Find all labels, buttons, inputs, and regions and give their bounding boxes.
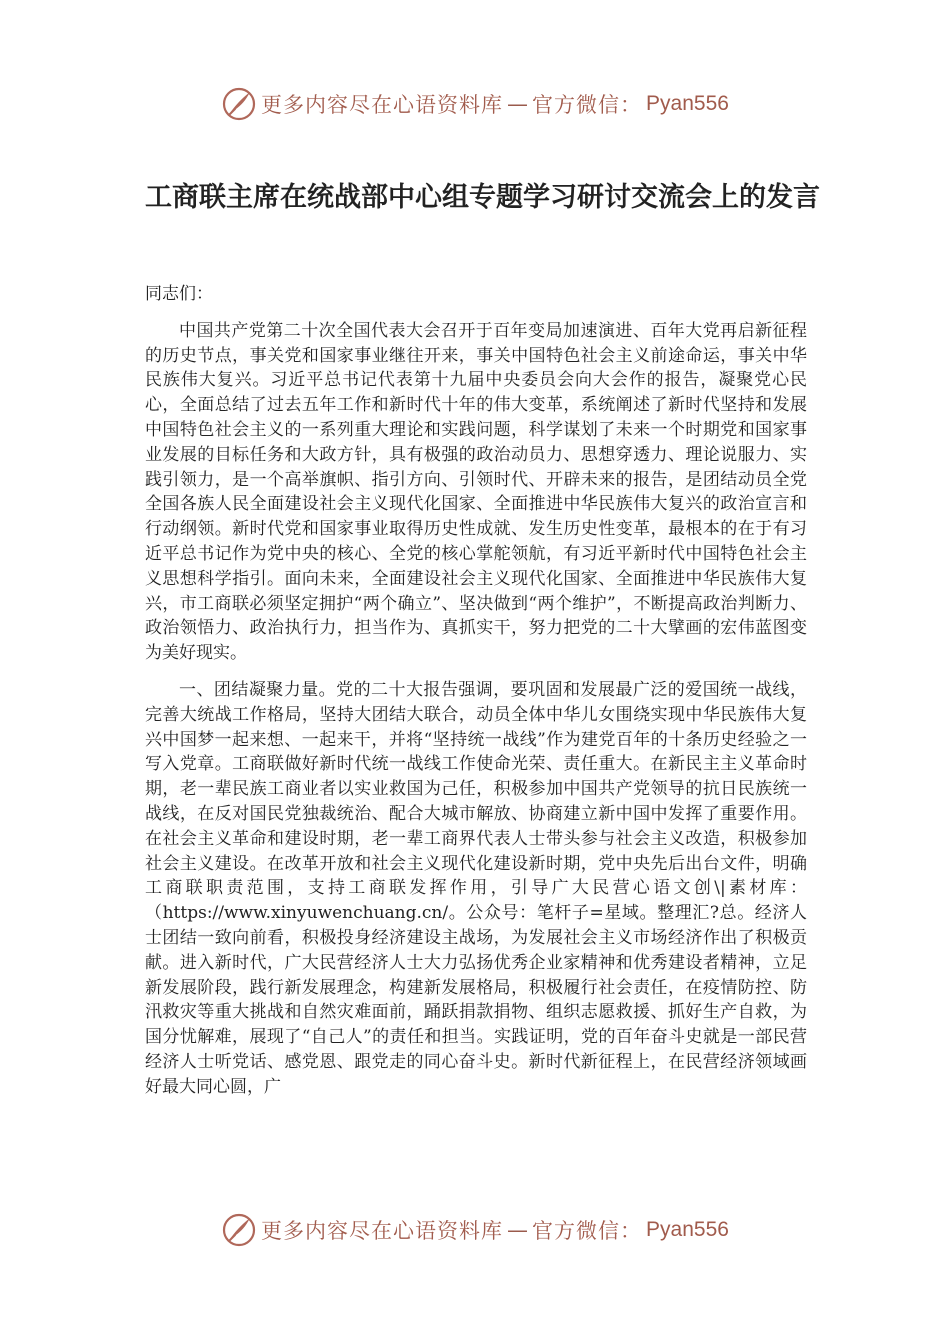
banner-brand-text: 更多内容尽在心语资料库 <box>261 93 504 117</box>
salutation: 同志们： <box>145 284 213 304</box>
document-title: 工商联主席在统战部中心组专题学习研讨交流会上的发言 <box>145 182 820 213</box>
footer-watermark-banner <box>0 1210 950 1250</box>
banner-official-label: 官方微信： <box>532 93 643 117</box>
banner-separator: — <box>507 1218 529 1242</box>
quill-pen-logo-icon <box>221 86 257 122</box>
banner-brand-text: 更多内容尽在心语资料库 <box>261 1219 504 1243</box>
banner-wechat-handle: Pyan556 <box>646 92 729 115</box>
banner-official-label: 官方微信： <box>532 1219 643 1243</box>
document-body <box>145 282 807 1112</box>
quill-pen-logo-icon <box>221 1212 257 1248</box>
paragraph-intro: 中国共产党第二十次全国代表大会召开于百年变局加速演进、百年大党再启新征程的历史节点，事关党和国家事业继往开来，事关中国特色社会主义前途命运，事关中华民族伟大复兴。习近平总书记代表第十九届中央委员会向大会作的报告，凝聚党心民心，全面总结了过去五年工作和新时代十年的伟大变革，系统阐述了新时代坚持和发展中国特色社会主义的一系列重大理论和实践问题，科学谋划了未来一个时期党和国家事业发展的目标任务和大政方针，具有极强的政治动员力、思想穿透力、理论说服力、实践引领力，是一个高举旗帜、指引方向、引领时代、开辟未来的报告，是团结动员全党全国各族人民全面建设社会主义现代化国家、全面推进中华民族伟大复兴的政治宣言和行动纲领。新时代党和国家事业取得历史性成就、发生历史性变革，最根本的在于有习近平总书记作为党中央的核心、全党的核心掌舵领航，有习近平新时代中国特色社会主义思想科学指引。面向未来，全面建设社会主义现代化国家、全面推进中华民族伟大复兴，市工商联必须坚定拥护“两个确立”、坚决做到“两个维护”，不断提高政治判断力、政治领悟力、政治执行力，担当作为、真抓实干，努力把党的二十大擘画的宏伟蓝图变为美好现实。 <box>145 320 807 664</box>
banner-wechat-handle: Pyan556 <box>646 1218 729 1241</box>
banner-separator: — <box>507 92 529 116</box>
paragraph-section-one: 一、团结凝聚力量。党的二十大报告强调，要巩固和发展最广泛的爱国统一战线，完善大统战工作格局，坚持大团结大联合，动员全体中华儿女围绕实现中华民族伟大复兴中国梦一起来想、一起来干，并将“坚持统一战线”作为建党百年的十条历史经验之一写入党章。工商联做好新时代统一战线工作使命光荣、责任重大。在新民主主义革命时期，老一辈民族工商业者以实业救国为己任，积极参加中国共产党领导的抗日民族统一战线，在反对国民党独裁统治、配合大城市解放、协商建立新中国中发挥了重要作用。在社会主义革命和建设时期，老一辈工商界代表人士带头参与社会主义改造，积极参加社会主义建设。在改革开放和社会主义现代化建设新时期，党中央先后出台文件，明确工商联职责范围，支持工商联发挥作用，引导广大民营心语文创\|素材库：（https://www.xinyuwenchuang.cn/。公众号：笔杆子=星域。整理汇?总。经济人士团结一致向前看，积极投身经济建设主战场，为发展社会主义市场经济作出了积极贡献。进入新时代，广大民营经济人士大力弘扬优秀企业家精神和优秀建设者精神，立足新发展阶段，践行新发展理念，构建新发展格局，积极履行社会责任，在疫情防控、防汛救灾等重大挑战和自然灾难面前，踊跃捐款捐物、组织志愿救援、抓好生产自救，为国分忧解难，展现了“自己人”的责任和担当。实践证明，党的百年奋斗史就是一部民营经济人士听党话、感党恩、跟党走的同心奋斗史。新时代新征程上，在民营经济领域画好最大同心圆，广 <box>145 679 807 1097</box>
header-watermark-banner <box>0 84 950 124</box>
